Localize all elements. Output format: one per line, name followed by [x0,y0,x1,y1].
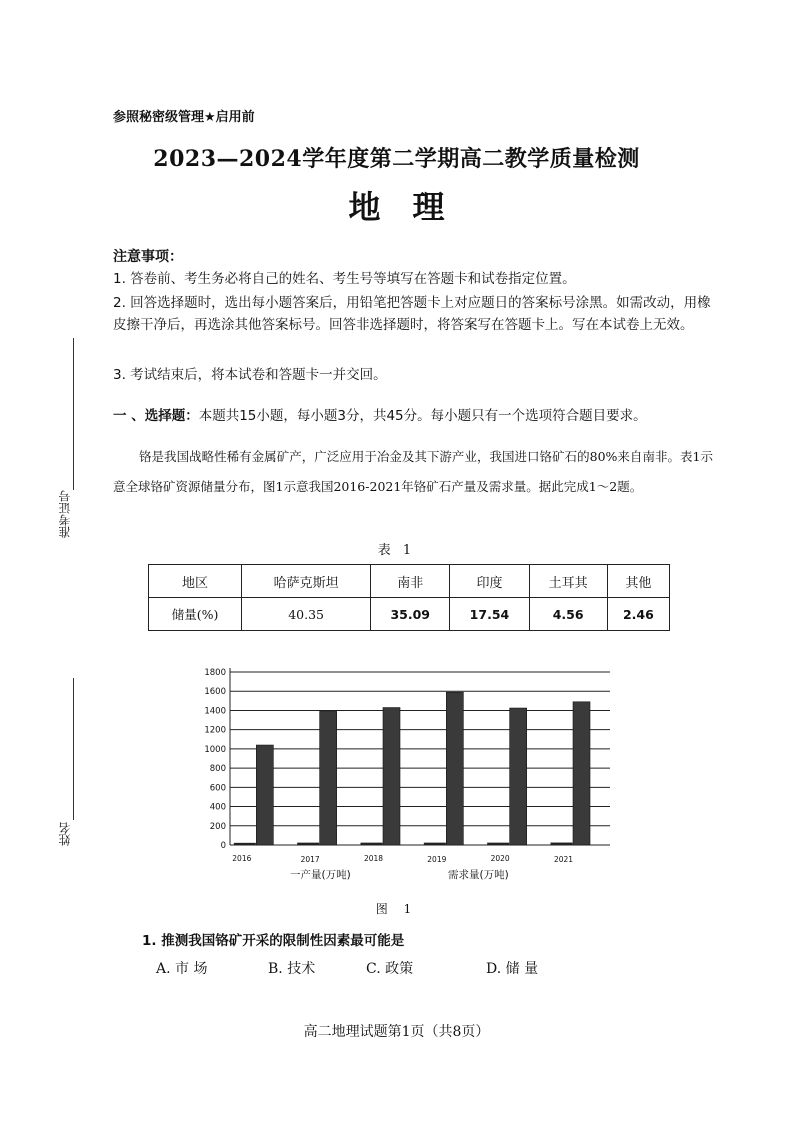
table-cell: 哈萨克斯坦 [242,565,371,598]
option-d[interactable]: D. 储 量 [486,961,539,977]
table-cell: 17.54 [450,598,529,631]
notice-item-2: 2. 回答选择题时，选出每小题答案后，用铅笔把答题卡上对应题日的答案标号涂黑。如需改动，用橡皮擦干净后，再选涂其他答案标号。回答非选择题时，将答案写在答题卡上。写在本试卷上无效。 [113,295,711,333]
production-bar [424,843,446,846]
y-tick-label: 1200 [204,725,226,736]
exam-title: 2023—2024学年度第二学期高二教学质量检测 [153,146,640,172]
table-caption: 表 1 [377,543,416,558]
name-line [73,678,74,820]
table-cell: 储量(%) [149,598,242,631]
y-tick-label: 200 [209,821,226,832]
secrecy-label: 参照秘密级管理★启用前 [113,110,255,125]
table-cell: 土耳其 [529,565,607,598]
table-cell: 2.46 [607,598,669,631]
name-label: 姓名 [58,822,72,846]
table-cell: 南非 [371,565,450,598]
x-tick-label: 2017 [300,855,320,864]
y-tick-label: 1800 [204,668,226,678]
reserve-table [148,564,670,631]
x-tick-label: 2016 [232,854,252,863]
demand-bar [446,692,463,845]
demand-bar [510,708,527,845]
y-tick-label: 1000 [204,744,226,755]
production-bar [361,843,383,846]
option-b[interactable]: B. 技术 [268,961,316,977]
legend-production: 一产量(万吨) [290,869,351,881]
option-c[interactable]: C. 政策 [366,961,414,977]
demand-bar [383,708,400,845]
demand-bar [256,745,273,845]
intro-text: 铬是我国战略性稀有金属矿产，广泛应用于冶金及其下游产业，我国进口铬矿石的80%来自南非。表1示意全球铬矿资源储量分布，图1示意我国2016-2021年铬矿石产量及需求量。据此完成1～2题。 [113,449,713,494]
production-bar [487,843,509,846]
notice-heading: 注意事项： [113,249,183,265]
y-tick-label: 800 [209,764,226,775]
page-footer: 高二地理试题第1页（共8页） [303,1024,490,1040]
table-cell: 印度 [450,565,529,598]
demand-bar [573,702,590,845]
y-tick-label: 400 [209,802,226,813]
table-cell: 4.56 [529,598,607,631]
table-header-row [149,565,670,598]
table-row [149,598,670,631]
production-bar [234,843,256,846]
x-tick-label: 2019 [427,855,447,864]
section-heading [113,404,733,424]
section-prefix: 一 、选择题： [113,408,199,424]
section-text: 本题共15小题，每小题3分，共45分。每小题只有一个选项符合题目要求。 [198,408,647,424]
demand-bar [320,711,337,845]
exam-id-label: 准考证号 [58,490,72,538]
table-cell: 40.35 [242,598,371,631]
subject-title: 地 理 [348,188,445,226]
notice-item-3: 3. 考试结束后，将本试卷和答题卡一并交回。 [113,367,387,383]
x-tick-label: 2021 [553,855,574,864]
figure-caption: 图 1 [375,902,418,916]
production-bar [297,843,319,846]
chromite-chart [190,660,620,885]
table-cell: 地区 [149,565,242,598]
x-tick-label: 2018 [363,854,384,863]
intro-paragraph [113,442,713,502]
x-tick-label: 2020 [490,854,510,863]
production-bar [551,843,573,846]
y-tick-label: 0 [220,841,226,851]
legend-demand: 需求量(万吨) [448,869,509,881]
notice-item-1: 1. 答卷前、考生务必将自己的姓名、考生号等填写在答题卡和试卷指定位置。 [113,271,576,287]
y-tick-label: 1600 [204,687,226,698]
question-1-stem: 1. 推测我国铬矿开采的限制性因素最可能是 [142,933,405,949]
y-tick-label: 1400 [204,706,226,717]
exam-id-line [73,338,74,490]
table-cell: 其他 [607,565,669,598]
table-cell: 35.09 [371,598,450,631]
y-tick-label: 600 [209,783,226,794]
option-a[interactable]: A. 市 场 [156,961,208,977]
